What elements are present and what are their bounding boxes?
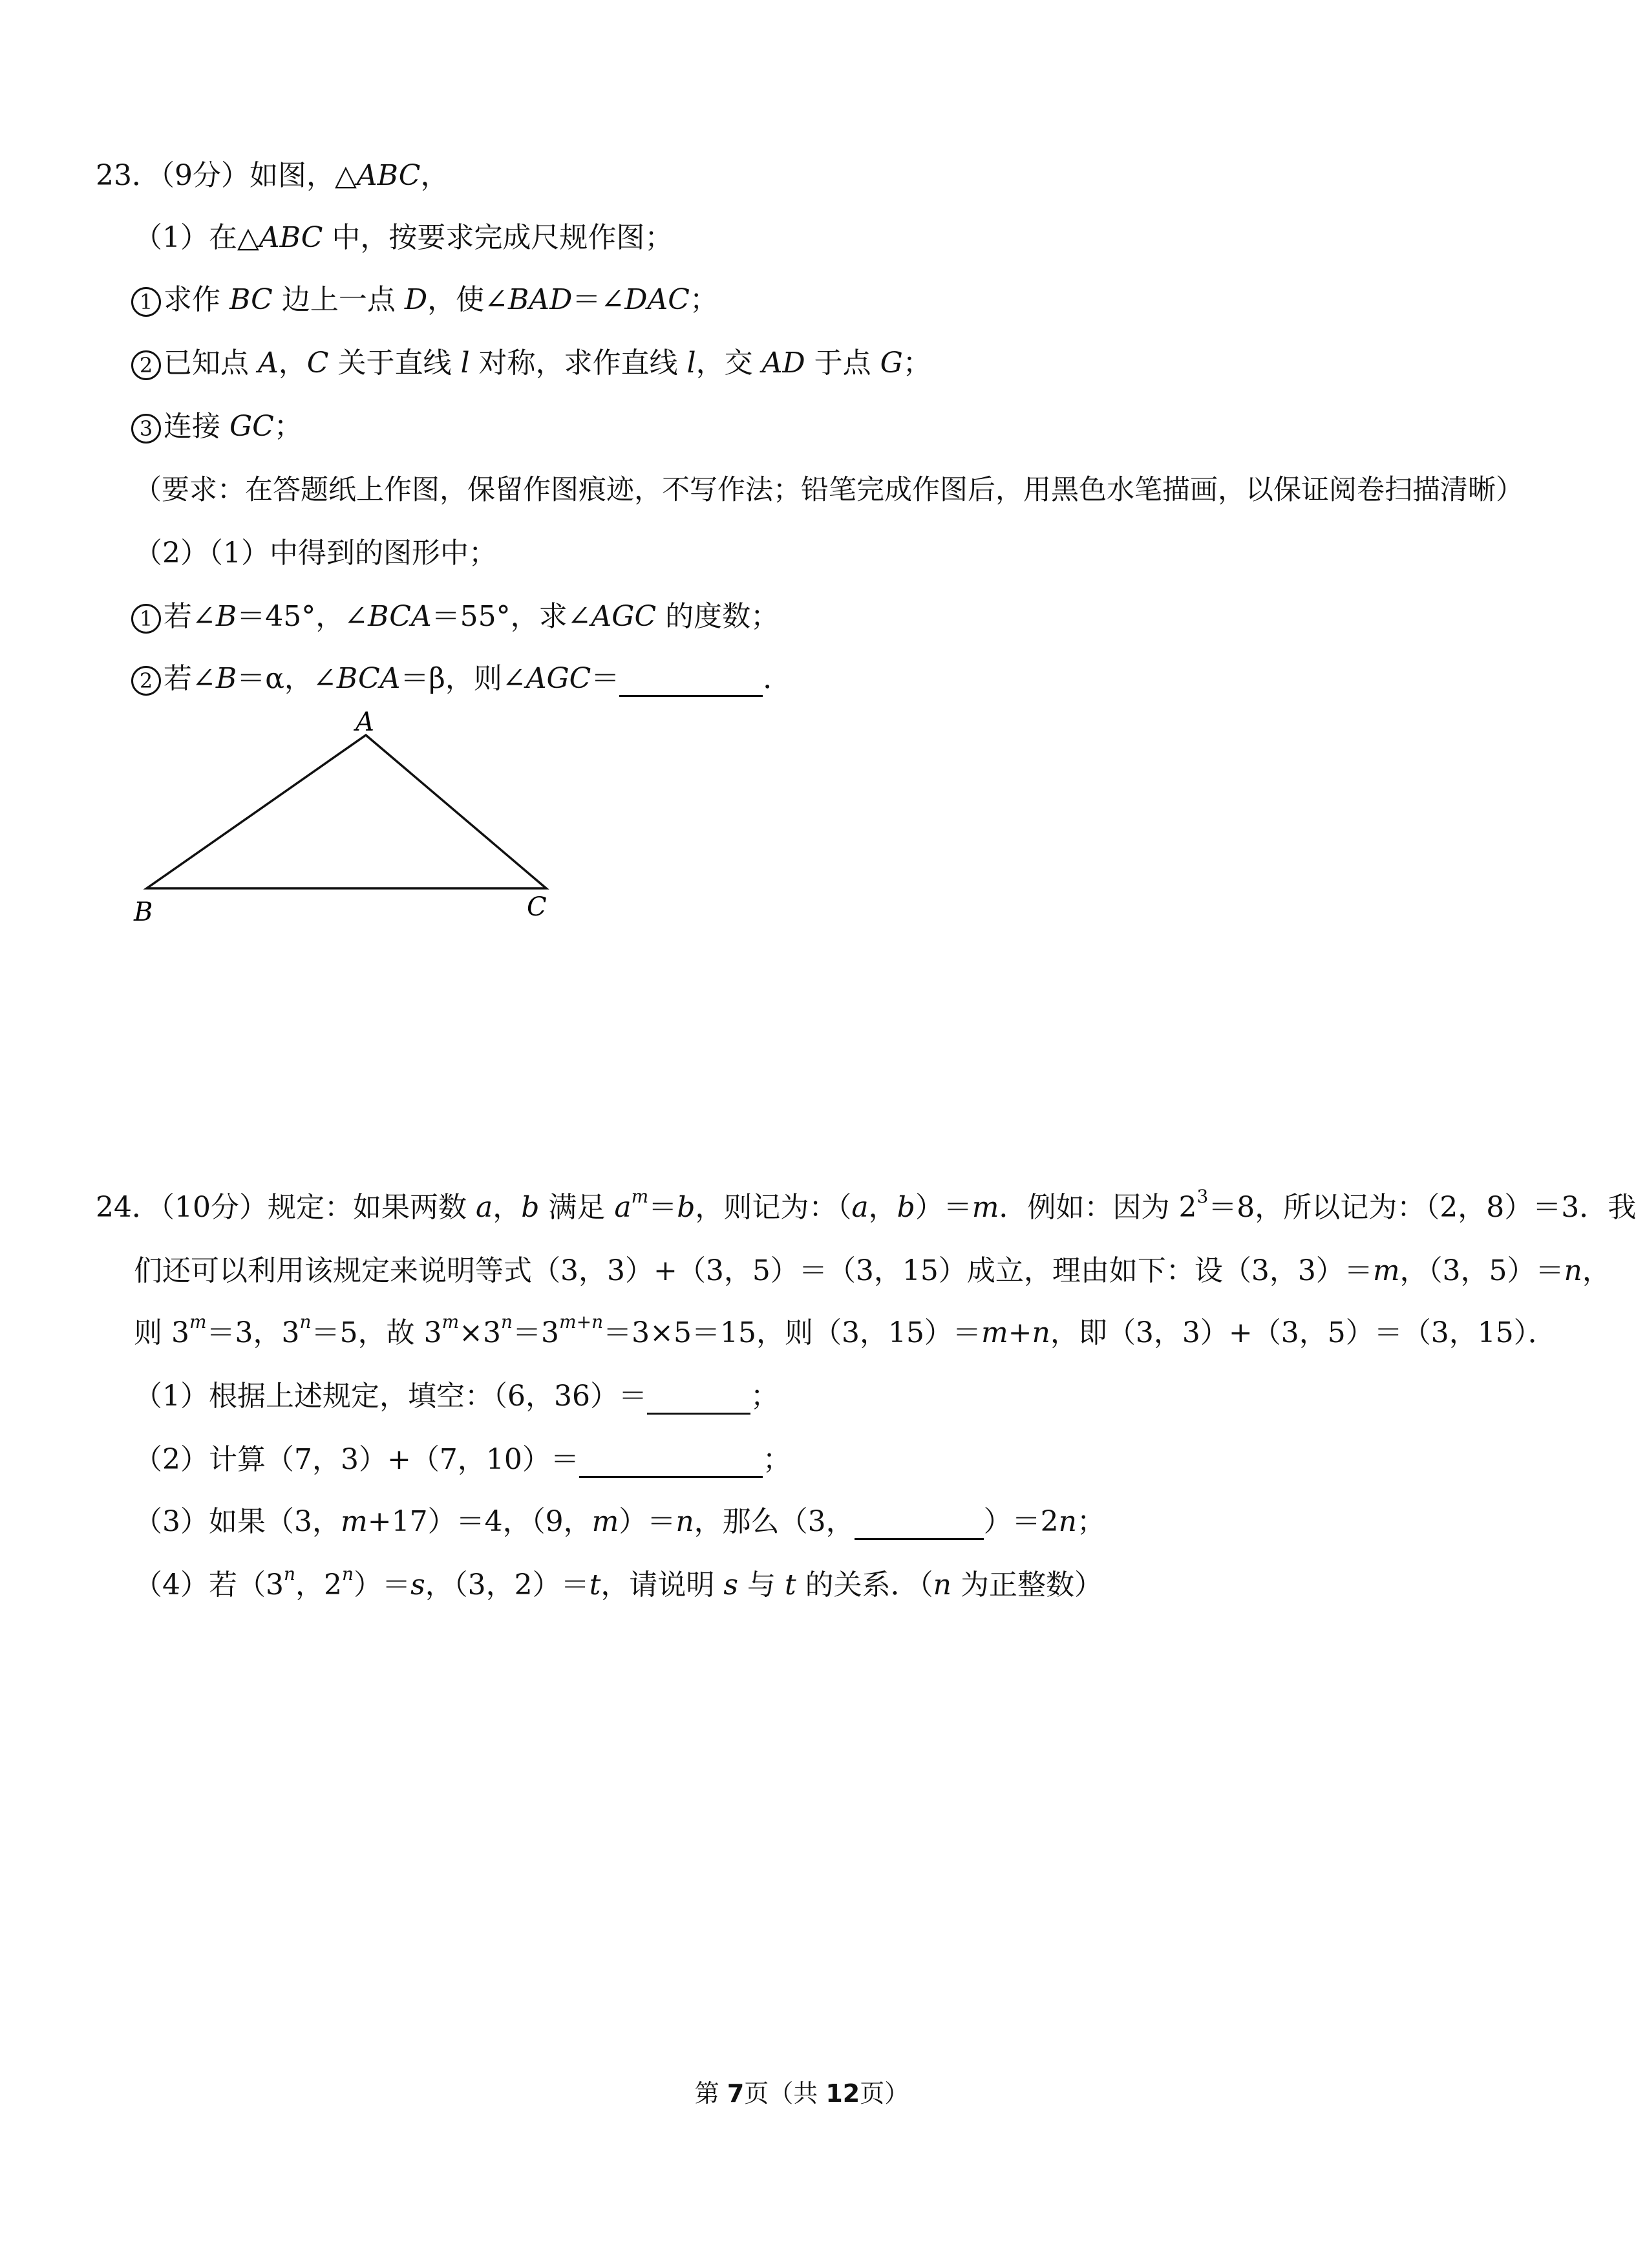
circled-number: 1 [131, 604, 161, 634]
triangle-abc [147, 735, 546, 888]
text: ＝45°，∠ [237, 600, 368, 633]
math-var: D [404, 283, 428, 316]
text: 页） [860, 2079, 909, 2108]
text: ×3 [459, 1316, 502, 1349]
text: 则 3 [134, 1316, 189, 1349]
math-var: a [851, 1191, 869, 1224]
text: （3）如果（3， [134, 1505, 341, 1538]
circled-number: 2 [131, 666, 161, 696]
math-var: GC [229, 410, 274, 443]
math-var: n [1564, 1254, 1582, 1287]
math-var: ABC [259, 221, 323, 254]
math-var: b [521, 1191, 540, 1224]
math-var: AD [761, 347, 805, 380]
q24-part4 [134, 1563, 1103, 1603]
text: ，（3，5）＝ [1399, 1254, 1564, 1287]
text: 第 [694, 2079, 727, 2108]
text: ＝55°，求∠ [431, 600, 591, 633]
math-var: t [784, 1568, 796, 1601]
vertex-label-b: B [134, 897, 153, 927]
text: 边上一点 [272, 283, 405, 316]
text: 为正整数） [951, 1568, 1103, 1601]
exponent: m+n [559, 1311, 604, 1333]
math-var: n [675, 1505, 694, 1538]
text: ＝ [648, 1191, 677, 1224]
math-var: l [460, 347, 470, 380]
q23-part2: （2）（1）中得到的图形中； [134, 537, 497, 570]
text: ）＝ [915, 1191, 972, 1224]
text: ＝3×5＝15，则（3，15）＝ [603, 1316, 981, 1349]
math-var: C [306, 347, 329, 380]
text: 于点 [805, 347, 880, 380]
text: ）＝2 [983, 1505, 1059, 1538]
math-var: b [677, 1191, 696, 1224]
math-var: m+n [981, 1316, 1050, 1349]
q24-part2 [134, 1442, 791, 1478]
exponent: m [441, 1311, 460, 1333]
text: ＝5，故 3 [311, 1316, 442, 1349]
text: ，即（3，3）+（3，5）＝（3，15）． [1050, 1316, 1556, 1349]
vertex-label-a: A [356, 707, 374, 737]
math-var: B [215, 600, 237, 633]
math-var: BC [229, 283, 273, 316]
text: 的关系．（ [796, 1568, 933, 1601]
answer-blank[interactable] [855, 1510, 984, 1540]
text: 满足 [539, 1191, 615, 1224]
circled-number: 2 [131, 350, 161, 380]
q24-line3 [134, 1311, 1556, 1351]
text: ＝β，则∠ [400, 662, 526, 695]
text: ； [750, 1380, 779, 1413]
triangle-name: ABC [356, 159, 421, 192]
math-var: n [933, 1568, 951, 1601]
text: ＝3，3 [206, 1316, 300, 1349]
text: ）＝ [619, 1505, 676, 1538]
text: ， [493, 1191, 522, 1224]
text: ＝α，∠ [237, 662, 337, 695]
q24-part3 [134, 1504, 1105, 1540]
text: 与 [738, 1568, 785, 1601]
question-number: 23． [96, 159, 160, 192]
triangle-symbol: △ [335, 159, 357, 192]
text: ＝8，所以记为：（2，8）＝3．我 [1208, 1191, 1636, 1224]
math-var: a [614, 1191, 632, 1224]
q23-intro: 如图， [250, 159, 335, 192]
text: ； [762, 1443, 791, 1476]
text: ， [868, 1191, 897, 1224]
question-score: （9分） [160, 159, 250, 192]
text: （1）在△ [134, 221, 259, 254]
text: ，交 [696, 347, 762, 380]
q23-requirement: （要求：在答题纸上作图，保留作图痕迹，不写作法；铅笔完成作图后，用黑色水笔描画，以保证阅卷扫描清晰） [134, 474, 1524, 506]
exponent: n [501, 1311, 513, 1333]
math-var: BCA [368, 600, 432, 633]
text: ； [902, 347, 931, 380]
text: +17）＝4，（9， [367, 1505, 592, 1538]
q24-line1 [96, 1186, 1636, 1226]
circled-number: 1 [131, 287, 161, 317]
text: ， [1582, 1254, 1611, 1287]
text: ＝3 [513, 1316, 560, 1349]
text: ＝ [591, 662, 620, 695]
math-var: A [258, 347, 279, 380]
text: 若∠ [164, 600, 216, 633]
text: ； [1077, 1505, 1105, 1538]
text: 已知点 [164, 347, 258, 380]
math-var: AGC [591, 600, 657, 633]
math-var: DAC [624, 283, 690, 316]
page-number: 7 [727, 2079, 745, 2108]
math-var: m [972, 1191, 999, 1224]
exponent: m [631, 1186, 649, 1208]
q24-line2 [134, 1253, 1611, 1289]
math-var: t [589, 1568, 601, 1601]
text: 若∠ [164, 662, 216, 695]
text: ； [273, 410, 303, 443]
math-var: G [880, 347, 903, 380]
text: 求作 [164, 283, 229, 316]
punct: ， [420, 159, 449, 192]
exponent: 3 [1196, 1186, 1209, 1208]
text: ，使∠ [427, 283, 508, 316]
text: 页（共 [744, 2079, 826, 2108]
text: 的度数； [656, 600, 780, 633]
text: ． [763, 662, 792, 695]
circled-number: 3 [131, 414, 161, 444]
math-var: BAD [507, 283, 573, 316]
text: ，则记为：（ [695, 1191, 852, 1224]
math-var: l [686, 347, 696, 380]
text: 中，按要求完成尺规作图； [323, 221, 674, 254]
text: ，请说明 [600, 1568, 724, 1601]
page-footer [0, 2078, 1604, 2109]
math-var: m [341, 1505, 368, 1538]
math-var: n [1058, 1505, 1077, 1538]
text: ）＝ [354, 1568, 411, 1601]
text: （4）若（3 [134, 1568, 284, 1601]
exponent: n [284, 1563, 296, 1585]
answer-blank[interactable] [647, 1384, 750, 1415]
math-var: s [410, 1568, 425, 1601]
text: ， [278, 347, 307, 380]
text: 关于直线 [328, 347, 461, 380]
text: 连接 [164, 410, 229, 443]
math-var: AGC [526, 662, 591, 695]
q24-part1 [134, 1378, 779, 1415]
answer-blank[interactable] [579, 1448, 763, 1478]
page-total: 12 [825, 2079, 860, 2108]
text: 们还可以利用该规定来说明等式（3，3）+（3，5）＝（3，15）成立，理由如下：设（3，3）＝ [134, 1254, 1373, 1287]
text: ； [689, 283, 718, 316]
question-score: （10分） [160, 1191, 268, 1224]
math-var: b [897, 1191, 915, 1224]
vertex-label-c: C [527, 892, 547, 922]
exponent: m [189, 1311, 207, 1333]
question-number: 24． [96, 1191, 160, 1224]
math-var: a [476, 1191, 493, 1224]
text: ，2 [295, 1568, 343, 1601]
exponent: n [299, 1311, 312, 1333]
math-var: m [1372, 1254, 1400, 1287]
math-var: m [591, 1505, 619, 1538]
math-var: s [723, 1568, 738, 1601]
text: 规定：如果两数 [268, 1191, 476, 1224]
exponent: n [342, 1563, 354, 1585]
text: ．例如：因为 2 [999, 1191, 1197, 1224]
text: 对称，求作直线 [469, 347, 687, 380]
text: （1）根据上述规定，填空：（6，36）＝ [134, 1380, 647, 1413]
text: （2）计算（7，3）+（7，10）＝ [134, 1443, 579, 1476]
text: ，那么（3， [694, 1505, 855, 1538]
math-var: B [215, 662, 237, 695]
text: ＝∠ [572, 283, 625, 316]
text: ，（3，2）＝ [425, 1568, 590, 1601]
math-var: BCA [336, 662, 401, 695]
